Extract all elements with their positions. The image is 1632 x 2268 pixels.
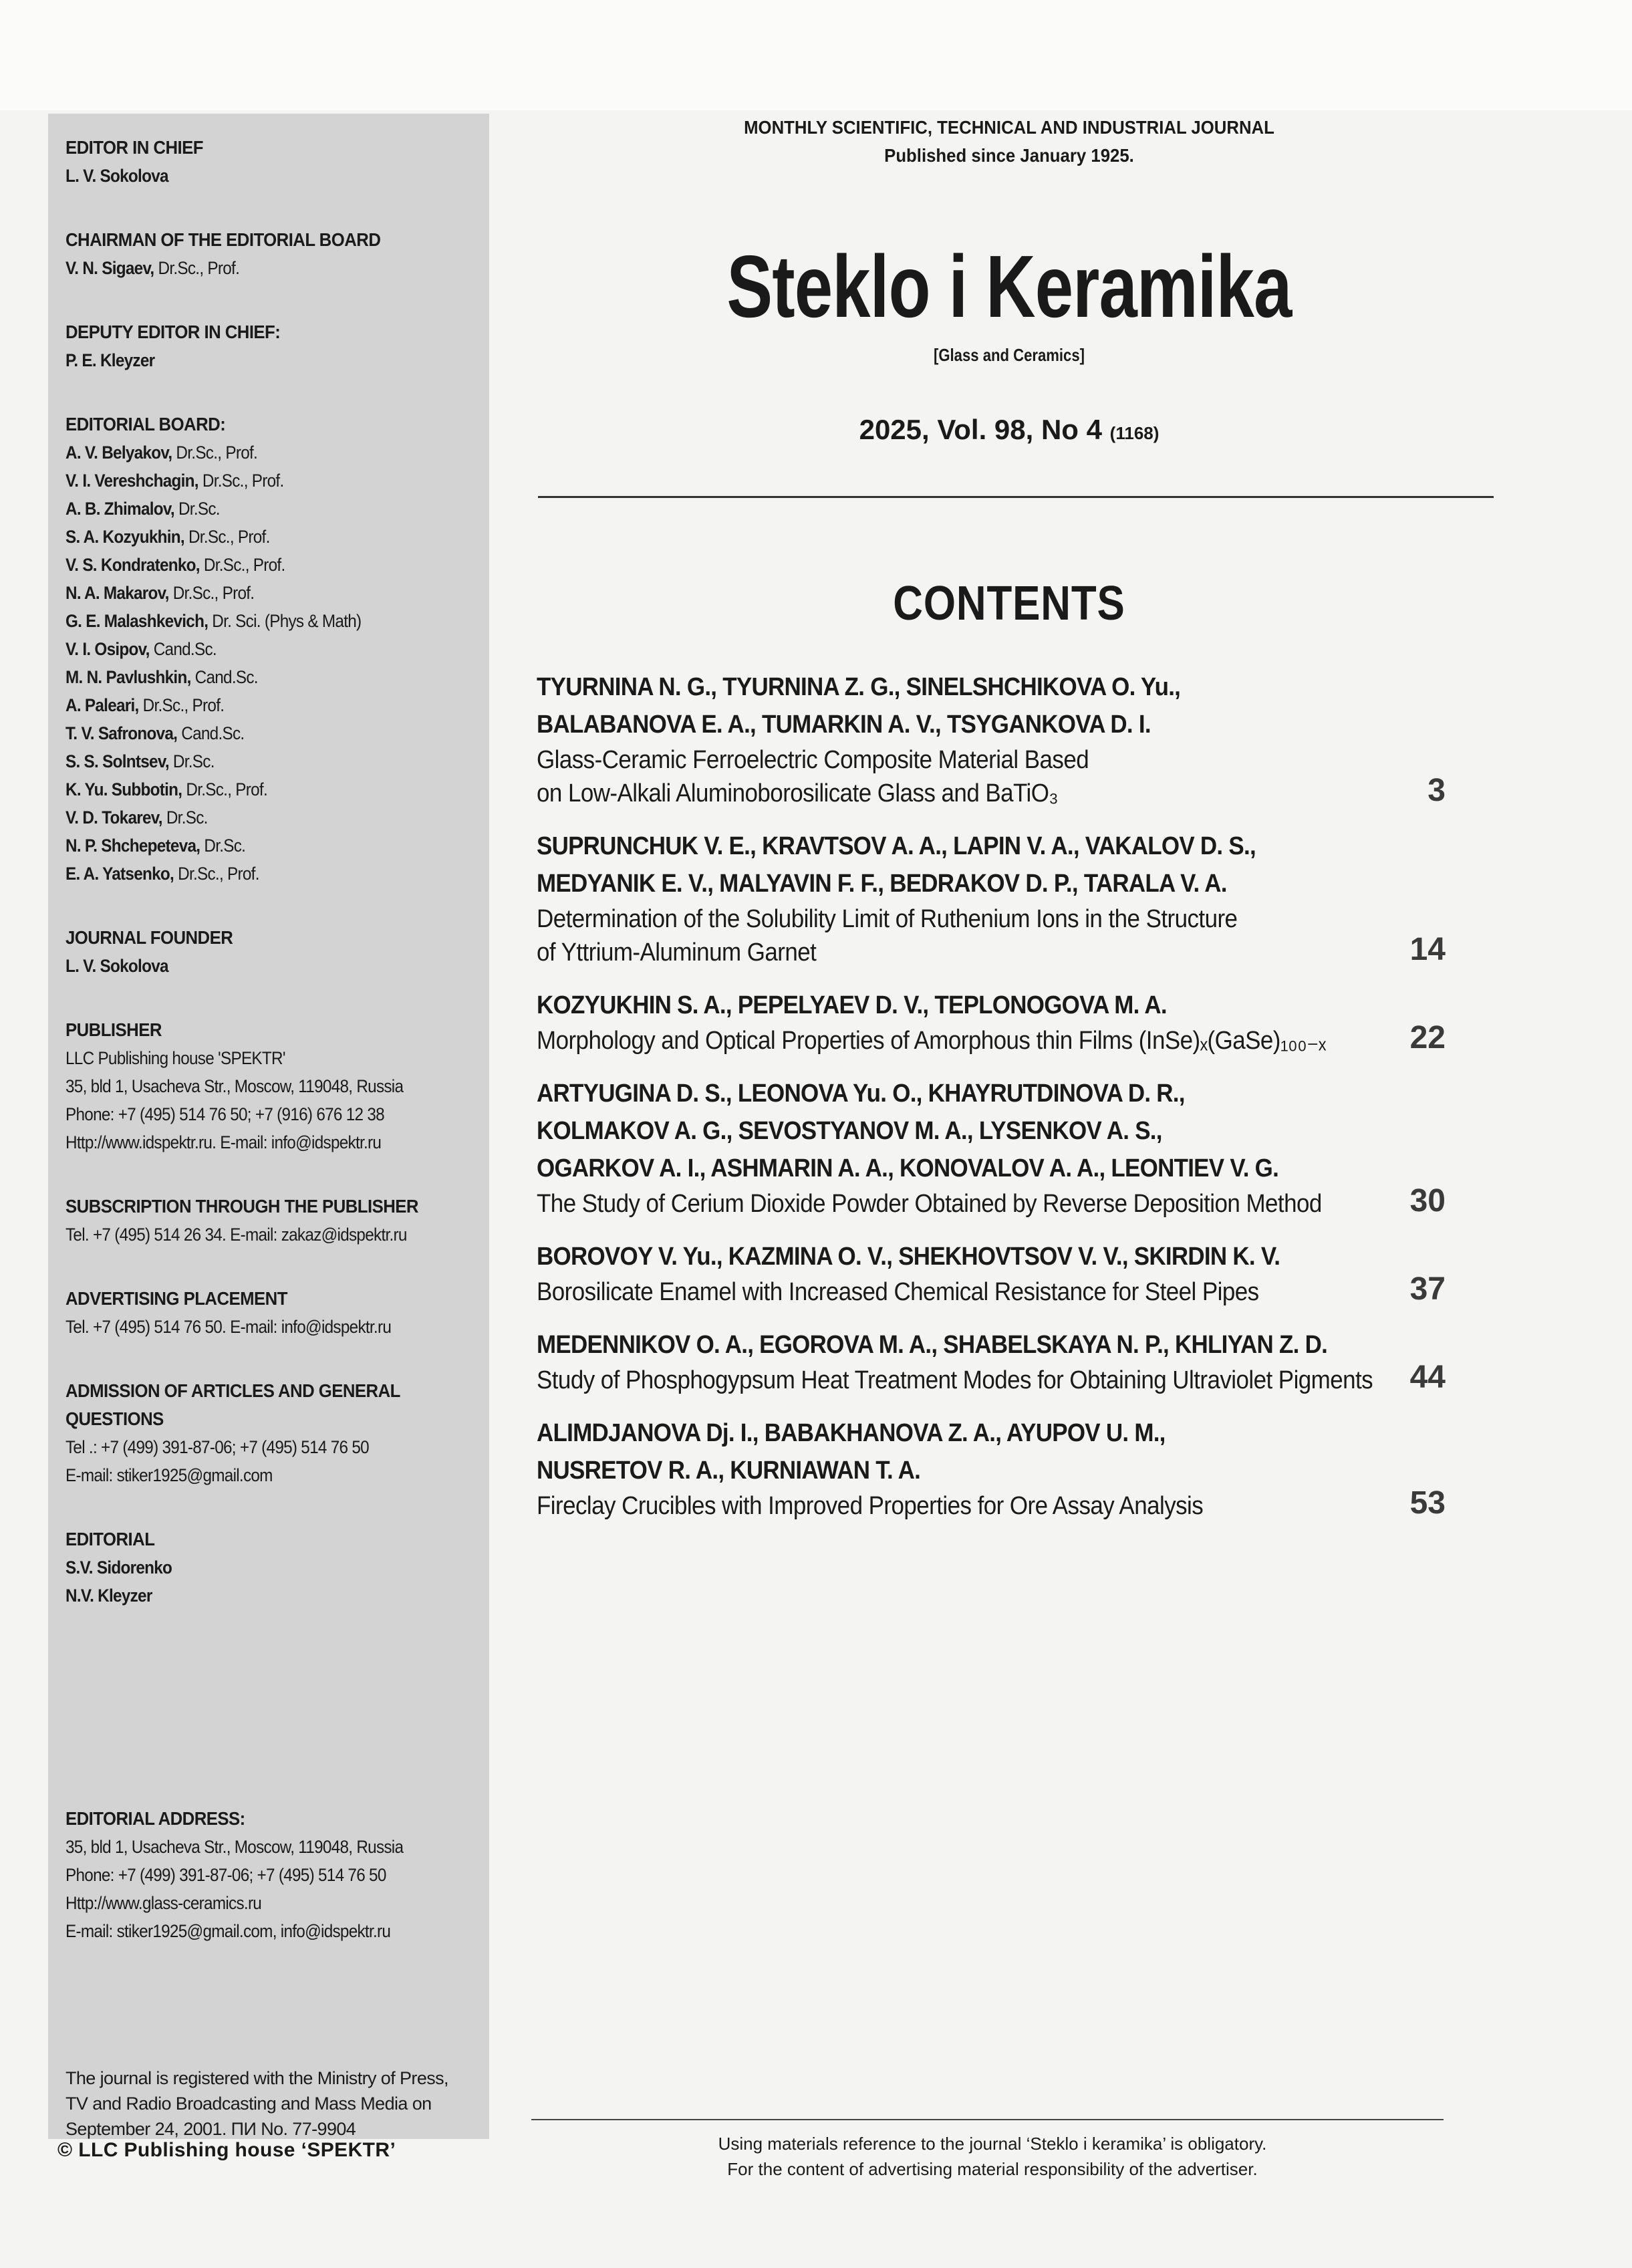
toc-authors: OGARKOV A. I., ASHMARIN A. A., KONOVALOV A. A., LEONTIEV V. G. [537,1154,1279,1182]
toc-article-title: Borosilicate Enamel with Increased Chemical Resistance for Steel Pipes [537,1278,1259,1306]
sidebar-section-title: PUBLISHER [65,1019,162,1040]
toc-authors: ALIMDJANOVA Dj. I., BABAKHANOVA Z. A., AYUPOV U. M., [537,1419,1166,1447]
editorial-address [65,1805,480,1945]
person-detail: Cand.Sc. [190,667,258,687]
sidebar-section [65,924,480,980]
person-detail: Dr.Sc., Prof. [199,555,285,575]
journal-subtitle: [Glass and Ceramics] [933,345,1085,365]
sidebar-section [65,1192,480,1249]
toc-article-title: on Low-Alkali Aluminoborosilicate Glass and BaTiO₃ [537,779,1059,807]
sidebar-line [65,952,438,980]
sidebar-section-title: SUBSCRIPTION THROUGH THE PUBLISHER [65,1196,418,1217]
toc-page-number: 53 [1409,1485,1446,1521]
person-name: G. E. Malashkevich, [65,611,209,631]
sidebar-section-title: EDITORIAL BOARD: [65,414,226,434]
person-detail: Dr.Sc., Prof. [138,695,225,715]
toc-article-title: Determination of the Solubility Limit of Ruthenium Ions in the Structure [537,905,1238,933]
person-name: L. V. Sokolova [65,956,168,976]
header-rule [538,496,1494,498]
sidebar-line [65,1582,438,1610]
registration-note: The journal is registered with the Ministry of Press, TV and Radio Broadcasting and Mass Media on September 24, 2001. ПИ No. 77-9904 [65,2068,448,2139]
sidebar-section [65,410,480,888]
sidebar-line [65,467,438,495]
editorial-address-line: 35, bld 1, Usacheva Str., Moscow, 119048, Russia [65,1837,404,1857]
toc-page-number: 44 [1409,1360,1446,1395]
sidebar-line [65,551,438,579]
sidebar-section-title: CHAIRMAN OF THE EDITORIAL BOARD [65,229,381,250]
person-detail: Dr.Sc. [168,751,215,771]
person-name: E. A. Yatsenko, [65,864,174,884]
sidebar-line [65,523,438,551]
person-detail: Phone: +7 (495) 514 76 50; +7 (916) 676 12 38 [65,1104,384,1124]
sidebar-line [65,1553,438,1582]
toc-entry [537,668,1446,810]
sidebar-line [65,162,438,190]
table-of-contents [537,668,1446,1540]
toc-page-number: 3 [1427,773,1446,808]
toc-page-number: 22 [1409,1020,1446,1055]
person-detail: Dr.Sc., Prof. [182,779,267,799]
toc-article-title: Fireclay Crucibles with Improved Properties for Ore Assay Analysis [537,1492,1204,1520]
toc-authors: SUPRUNCHUK V. E., KRAVTSOV A. A., LAPIN V. A., VAKALOV D. S., [537,832,1256,860]
toc-page-number: 37 [1409,1271,1446,1307]
sidebar-section-title: EDITOR IN CHIEF [65,137,203,158]
sidebar-line [65,254,438,282]
toc-article-title: Morphology and Optical Properties of Amorphous thin Films (InSe)ₓ(GaSe)₁₀₀₋ₓ [537,1027,1326,1055]
person-name: N. P. Shchepeteva, [65,836,200,856]
sidebar-section-title: ADVERTISING PLACEMENT [65,1288,287,1309]
person-name: S. A. Kozyukhin, [65,527,184,547]
person-name: K. Yu. Subbotin, [65,779,182,799]
issue-number: (1168) [1109,423,1160,443]
person-name: V. S. Kondratenko, [65,555,200,575]
person-name: S.V. Sidorenko [65,1557,172,1578]
sidebar-section [65,1285,480,1341]
sidebar-section [65,1525,480,1610]
sidebar-line [65,747,438,775]
editorial-sidebar [48,114,489,2139]
editorial-address-line: E-mail: stiker1925@gmail.com, info@idspektr.ru [65,1921,391,1941]
sidebar-line [65,1044,438,1072]
sidebar-line [65,663,438,691]
issue-info [528,414,1490,446]
sidebar-line [65,1072,438,1100]
sidebar-section [65,318,480,374]
editorial-address-title: EDITORIAL ADDRESS: [65,1808,245,1829]
sidebar-line [65,1128,438,1156]
toc-article-title: Study of Phosphogypsum Heat Treatment Modes for Obtaining Ultraviolet Pigments [537,1366,1373,1394]
person-name: V. D. Tokarev, [65,807,162,828]
sidebar-line [65,607,438,635]
toc-authors: MEDENNIKOV O. A., EGOROVA M. A., SHABELSKAYA N. P., KHLIYAN Z. D. [537,1331,1328,1359]
sidebar-line [65,1433,438,1461]
sidebar-section [65,134,480,190]
sidebar-section-title: DEPUTY EDITOR IN CHIEF: [65,322,281,342]
sidebar-line [65,719,438,747]
journal-title: Steklo i Keramika [726,237,1292,336]
sidebar-line [65,691,438,719]
sidebar-line [65,775,438,803]
person-name: V. I. Osipov, [65,639,150,659]
sidebar-line [65,1100,438,1128]
person-detail: Tel .: +7 (499) 391-87-06; +7 (495) 514 76 50 [65,1437,369,1457]
toc-authors: KOZYUKHIN S. A., PEPELYAEV D. V., TEPLONOGOVA M. A. [537,991,1167,1019]
published-since: Published since January 1925. [884,145,1134,166]
person-detail: Dr.Sc., Prof. [168,583,255,603]
footer-rule [531,2119,1444,2120]
toc-entry [537,1326,1446,1397]
toc-entry [537,1075,1446,1221]
toc-authors: MEDYANIK E. V., MALYAVIN F. F., BEDRAKOV D. P., TARALA V. A. [537,870,1227,898]
person-name: V. N. Sigaev, [65,258,154,278]
sidebar-section [65,1377,480,1489]
person-detail: Dr.Sc., Prof. [172,443,258,463]
sidebar-section-title: ADMISSION OF ARTICLES AND GENERAL QUESTIONS [65,1380,400,1429]
person-detail: E-mail: stiker1925@gmail.com [65,1465,273,1485]
person-name: P. E. Kleyzer [65,350,155,370]
issue-volume: 2025, Vol. 98, No 4 [859,414,1102,445]
toc-entry [537,1414,1446,1523]
person-name: N.V. Kleyzer [65,1586,152,1606]
toc-page-number: 14 [1409,932,1446,967]
journal-tagline: MONTHLY SCIENTIFIC, TECHNICAL AND INDUSTRIAL JOURNAL [744,117,1274,138]
toc-authors: TYURNINA N. G., TYURNINA Z. G., SINELSHCHIKOVA O. Yu., [537,673,1181,701]
sidebar-line [65,579,438,607]
sidebar-line [65,803,438,832]
toc-authors: KOLMAKOV A. G., SEVOSTYANOV M. A., LYSENKOV A. S., [537,1117,1162,1145]
person-detail: Tel. +7 (495) 514 76 50. E-mail: info@idspektr.ru [65,1317,392,1337]
sidebar-line [65,860,438,888]
toc-article-title: The Study of Cerium Dioxide Powder Obtained by Reverse Deposition Method [537,1190,1322,1218]
sidebar-line [65,346,438,374]
person-detail: Dr.Sc., Prof. [174,864,259,884]
toc-entry [537,828,1446,969]
editorial-address-line: Http://www.glass-ceramics.ru [65,1893,262,1913]
sidebar-section [65,1016,480,1156]
toc-article-title: of Yttrium-Aluminum Garnet [537,938,817,967]
sidebar-line [65,1461,438,1489]
footer-line: Using materials reference to the journal ‘Steklo i keramika’ is obligatory. [718,2134,1267,2154]
person-detail: Cand.Sc. [177,723,245,743]
person-detail: 35, bld 1, Usacheva Str., Moscow, 119048, Russia [65,1076,404,1096]
person-name: S. S. Solntsev, [65,751,169,771]
footer-line: For the content of advertising material responsibility of the advertiser. [727,2159,1258,2179]
person-detail: Dr.Sc., Prof. [198,471,284,491]
person-detail: Dr.Sc. [162,807,208,828]
person-name: T. V. Safronova, [65,723,178,743]
toc-authors: BOROVOY V. Yu., KAZMINA O. V., SHEKHOVTSOV V. V., SKIRDIN K. V. [537,1243,1280,1271]
person-detail: Dr.Sc. [200,836,246,856]
person-name: A. Paleari, [65,695,139,715]
person-name: M. N. Pavlushkin, [65,667,191,687]
toc-article-title: Glass-Ceramic Ferroelectric Composite Material Based [537,746,1089,774]
editorial-address-line: Phone: +7 (499) 391-87-06; +7 (495) 514 76 50 [65,1865,386,1885]
sidebar-line [65,1313,438,1341]
footer-note [548,2131,1437,2182]
toc-authors: BALABANOVA E. A., TUMARKIN A. V., TSYGANKOVA D. I. [537,711,1151,739]
toc-authors: ARTYUGINA D. S., LEONOVA Yu. O., KHAYRUTDINOVA D. R., [537,1080,1185,1108]
toc-entry [537,987,1446,1057]
sidebar-line [65,832,438,860]
page-top-margin [0,0,1632,110]
person-detail: Dr.Sc. [174,499,220,519]
sidebar-line [65,495,438,523]
person-detail: Cand.Sc. [149,639,217,659]
person-detail: Dr.Sc., Prof. [154,258,240,278]
toc-authors: NUSRETOV R. A., KURNIAWAN T. A. [537,1457,921,1485]
sidebar-section-title: JOURNAL FOUNDER [65,927,233,948]
person-name: A. B. Zhimalov, [65,499,174,519]
person-detail: LLC Publishing house 'SPEKTR' [65,1048,285,1068]
person-detail: Http://www.idspektr.ru. E-mail: info@idspektr.ru [65,1132,382,1152]
sidebar-line [65,1221,438,1249]
toc-entry [537,1238,1446,1309]
person-name: V. I. Vereshchagin, [65,471,198,491]
toc-page-number: 30 [1409,1183,1446,1219]
sidebar-line [65,635,438,663]
person-name: A. V. Belyakov, [65,443,172,463]
sidebar-section-title: EDITORIAL [65,1529,155,1549]
sidebar-section [65,226,480,282]
sidebar-sections [65,134,480,1646]
person-detail: Tel. +7 (495) 514 26 34. E-mail: zakaz@idspektr.ru [65,1225,407,1245]
masthead [528,114,1490,446]
person-detail: Dr.Sc., Prof. [184,527,270,547]
sidebar-line [65,438,438,467]
contents-heading: CONTENTS [893,577,1125,630]
copyright-notice: © LLC Publishing house ‘SPEKTR’ [57,2139,396,2161]
person-name: L. V. Sokolova [65,166,168,186]
person-name: N. A. Makarov, [65,583,169,603]
person-detail: Dr. Sci. (Phys & Math) [208,611,362,631]
